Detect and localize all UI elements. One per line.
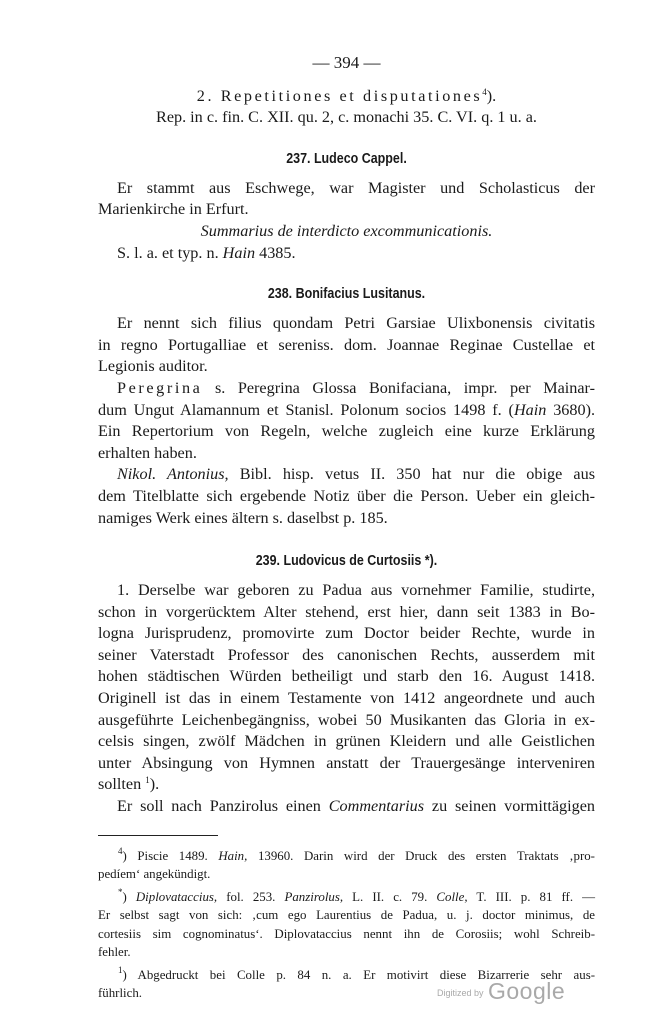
footnote-ref-4: 4 [482,86,487,97]
entry-239-heading: 239. Ludovicus de Curtosiis *). [255,553,438,570]
entry-239-text-line: unter Absingung von Hymnen anstatt der Trauergesänge interveniren [98,753,595,772]
book-page [98,52,595,1003]
entry-238-text-line: dum Ungut Alamannum et Stanisl. Polonum socios 1498 f. (Hain 3680). [98,400,595,419]
footnote-4: $^4$) Piscie 1489. Hain, 13960. Darin wird der Druck des ersten Traktats ‚pro- [118,845,595,863]
entry-239-text-line: logna Jurisprudenz, promovirte zum Doctor beider Rechte, wurde in [98,624,595,643]
footnote-star-line: Er selbst sagt von sich: ‚cum ego Laurentius de Padua, u. j. doctor minimus, de [98,908,595,923]
footnote-star: *) Diplovataccius, fol. 253. Panzirolus, L. II. c. 79. Colle, T. III. p. 81 ff. — [118,886,595,904]
section-2-title: 2. Repetitiones et disputationes$^4$). [196,86,497,105]
entry-238-heading: 238. Bonifacius Lusitanus. [267,286,426,303]
google-logo-text: Google [487,978,566,1004]
entry-237-work-title: Summarius de interdicto excommunicationis. [200,221,493,240]
entry-239-text-line: ausgeführte Leichenbegängniss, wobei 50 Musikanten das Gloria in ex- [98,710,595,729]
entry-239-text-line: celsis singen, zwölf Mädchen in grünen Kleidern und alle Geistlichen [98,732,595,751]
google-digitized-watermark [437,978,565,1005]
digitized-by-label: Digitized by [437,988,484,998]
entry-239-text-line: hohen städtischen Würden betheiligt und starb den 16. August 1418. [98,667,595,686]
entry-238-text-line: Peregrina s. Peregrina Glossa Bonifaciana, impr. per Mainar- [117,378,596,397]
section-2-reference: Rep. in c. fin. C. XII. qu. 2, c. monachi 35. C. VI. q. 1 u. a. [156,108,537,127]
entry-238-text-line: Nikol. Antonius, Bibl. hisp. vetus II. 350 hat nur die obige aus [117,465,595,484]
entry-239-text-line: sollten $^1$). [98,775,160,794]
entry-239-text-line: 1. Derselbe war geboren zu Padua aus vornehmer Familie, studirte, [117,581,595,600]
entry-239-text-line: seiner Vaterstadt Professor des canonischen Rechts, ausserdem mit [98,645,595,664]
entry-238-text-line: dem Titelblatte sich ergebende Notiz über die Person. Ueber ein gleich- [98,486,595,505]
footnote-divider [98,835,218,836]
entry-239-text-line: Er soll nach Panzirolus einen Commentarius zu seinen vormittägigen [117,797,595,816]
entry-237-text-line: Er stammt aus Eschwege, war Magister und Scholasticus der [117,178,595,197]
entry-238-text-line: Ein Repertorium von Regeln, welche zugleich eine kurze Erklärung [98,422,595,441]
entry-237-reference: S. l. a. et typ. n. Hain 4385. [117,243,296,262]
entry-238-text-line: erhalten haben. [98,443,197,462]
entry-237-heading: 237. Ludeco Cappel. [286,150,407,167]
entry-237-text-line: Marienkirche in Erfurt. [98,200,249,219]
entry-239-text-line: Originell ist das in einem Testamente von 1412 angeordnete und auch [98,689,595,708]
footnote-1-line: führlich. [98,986,143,1001]
footnote-4-line: pedíem‘ angekündigt. [98,867,211,882]
entry-239-text-line: schon in vorgerücktem Alter stehend, erst hier, dann seit 1383 in Bo- [98,602,595,621]
entry-238-text-line: Er nennt sich filius quondam Petri Garsiae Ulixbonensis civitatis [117,314,595,333]
page-number: — 394 — [312,53,381,72]
entry-238-text-line: Legionis auditor. [98,357,208,376]
entry-238-text-line: in regno Portugalliae et sereniss. dom. Joannae Reginae Custellae et [98,335,595,354]
footnote-star-line: cortesiis sim cognominatus‘. Diplovataccius nennt ihn de Corosiis; wohl Schreib- [98,926,595,941]
footnote-star-line: fehler. [98,945,131,960]
footnote-ref-1: 1 [145,775,150,786]
footnote-1: $^1$) Abgedruckt bei Colle p. 84 n. a. Er motivirt diese Bizarrerie sehr aus- [118,964,595,982]
entry-238-text-line: namiges Werk eines ältern s. daselbst p. 185. [98,508,388,527]
